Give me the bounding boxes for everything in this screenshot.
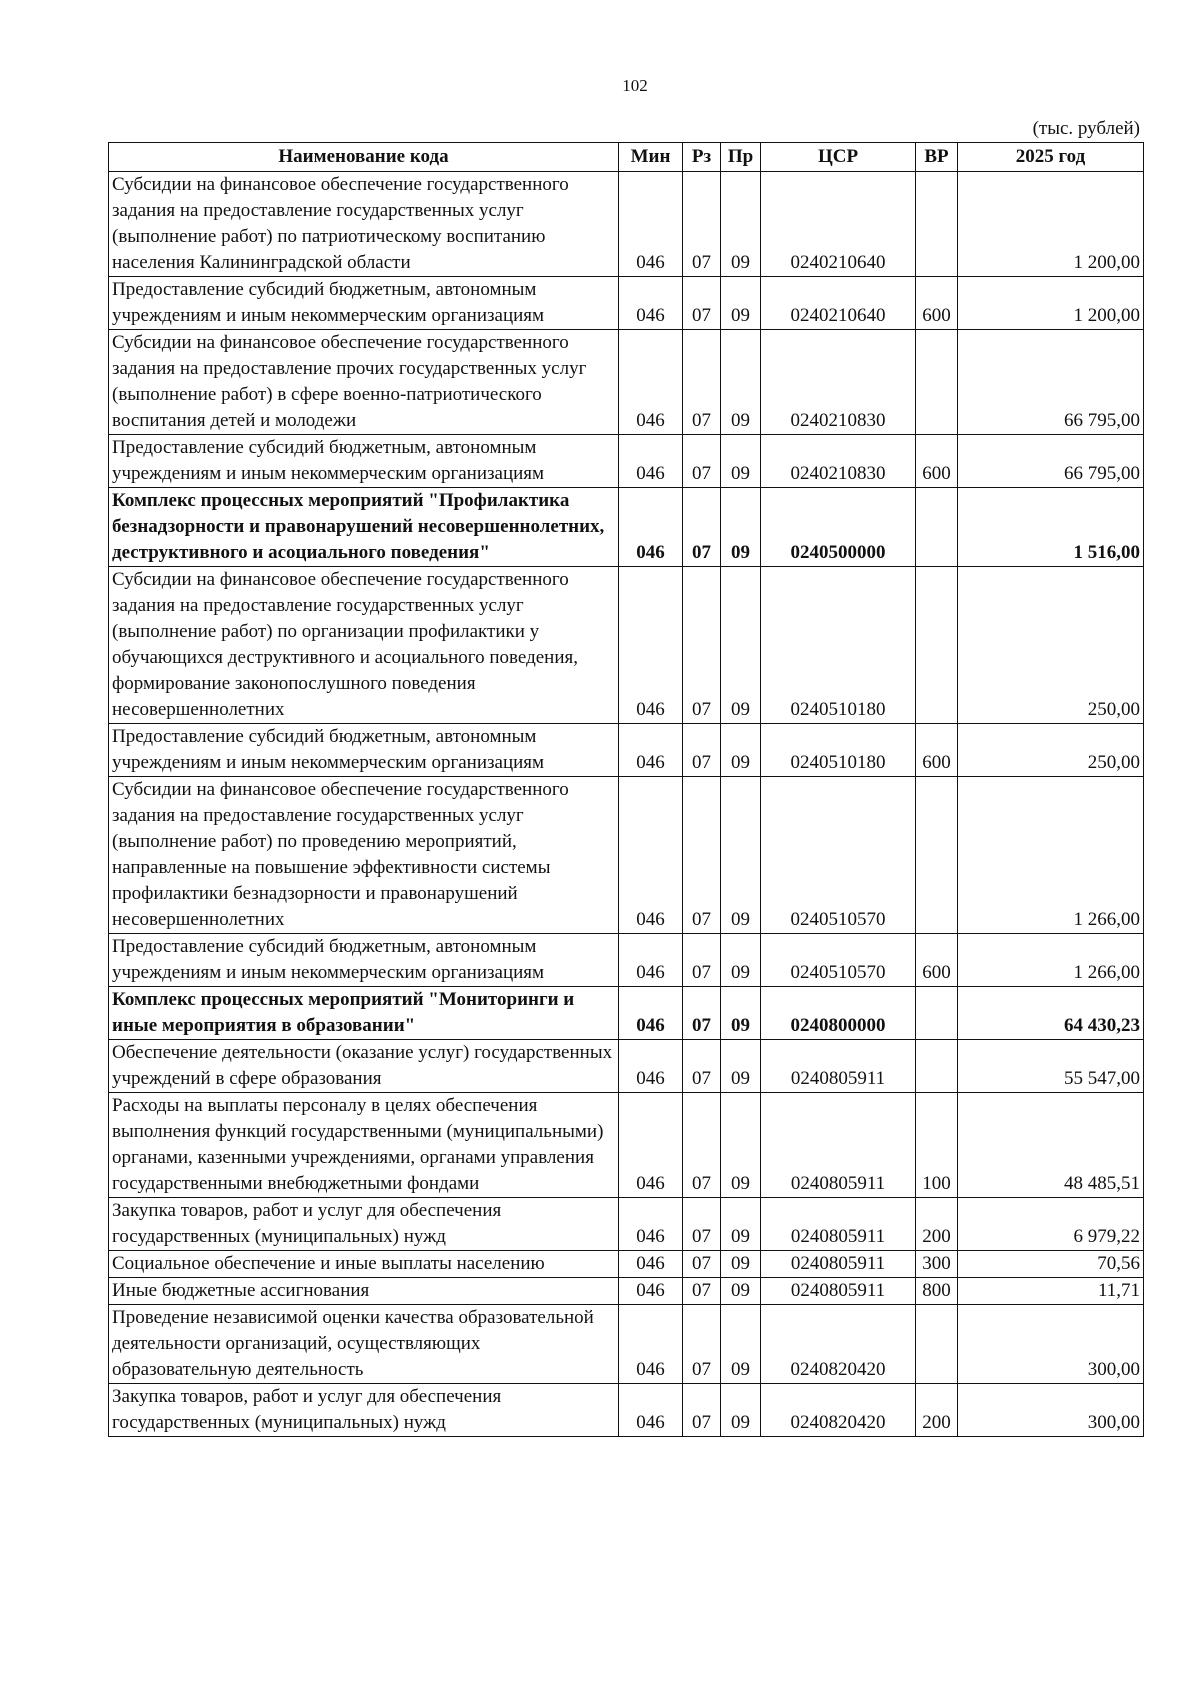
row-csr-cell: 0240805911 bbox=[761, 1198, 916, 1251]
row-min-cell: 046 bbox=[619, 1251, 683, 1278]
row-pr-cell: 09 bbox=[721, 1384, 761, 1437]
table-row bbox=[109, 777, 1144, 934]
row-csr-cell: 0240805911 bbox=[761, 1040, 916, 1093]
row-vr-cell: 200 bbox=[916, 1384, 958, 1437]
row-amount-cell: 11,71 bbox=[958, 1278, 1144, 1305]
row-min-cell: 046 bbox=[619, 567, 683, 724]
row-csr-cell: 0240500000 bbox=[761, 488, 916, 567]
row-vr-cell: 100 bbox=[916, 1093, 958, 1198]
row-amount-cell: 1 200,00 bbox=[958, 172, 1144, 277]
row-amount-cell: 1 266,00 bbox=[958, 934, 1144, 987]
column-header-min: Мин bbox=[619, 143, 683, 172]
row-rz-cell: 07 bbox=[683, 1251, 721, 1278]
row-name-cell: Субсидии на финансовое обеспечение государственного задания на предоставление государственных услуг (выполнение работ) по патриотическому воспитанию населения Калининградской области bbox=[109, 172, 619, 277]
row-min-cell: 046 bbox=[619, 987, 683, 1040]
row-rz-cell: 07 bbox=[683, 172, 721, 277]
row-amount-cell: 64 430,23 bbox=[958, 987, 1144, 1040]
row-min-cell: 046 bbox=[619, 724, 683, 777]
row-vr-cell bbox=[916, 1040, 958, 1093]
row-csr-cell: 0240820420 bbox=[761, 1305, 916, 1384]
row-csr-cell: 0240805911 bbox=[761, 1251, 916, 1278]
row-rz-cell: 07 bbox=[683, 1384, 721, 1437]
row-rz-cell: 07 bbox=[683, 934, 721, 987]
row-pr-cell: 09 bbox=[721, 567, 761, 724]
row-vr-cell bbox=[916, 1305, 958, 1384]
row-pr-cell: 09 bbox=[721, 1305, 761, 1384]
row-min-cell: 046 bbox=[619, 777, 683, 934]
table-row bbox=[109, 934, 1144, 987]
row-csr-cell: 0240210830 bbox=[761, 435, 916, 488]
row-amount-cell: 55 547,00 bbox=[958, 1040, 1144, 1093]
row-name-cell: Комплекс процессных мероприятий "Профилактика безнадзорности и правонарушений несовершеннолетних, деструктивного и асоциального поведения" bbox=[109, 488, 619, 567]
row-min-cell: 046 bbox=[619, 330, 683, 435]
row-rz-cell: 07 bbox=[683, 1305, 721, 1384]
table-row bbox=[109, 172, 1144, 277]
table-row bbox=[109, 1093, 1144, 1198]
table-row bbox=[109, 1198, 1144, 1251]
page-number: 102 bbox=[622, 76, 648, 95]
row-min-cell: 046 bbox=[619, 1305, 683, 1384]
row-pr-cell: 09 bbox=[721, 1198, 761, 1251]
column-header-year: 2025 год bbox=[958, 143, 1144, 172]
row-min-cell: 046 bbox=[619, 934, 683, 987]
row-min-cell: 046 bbox=[619, 1040, 683, 1093]
row-name-cell: Комплекс процессных мероприятий "Мониторинги и иные мероприятия в образовании" bbox=[109, 987, 619, 1040]
table-row bbox=[109, 330, 1144, 435]
budget-table bbox=[108, 142, 1144, 1437]
row-name-cell: Субсидии на финансовое обеспечение государственного задания на предоставление государственных услуг (выполнение работ) по организации профилактики у обучающихся деструктивного и асоциального поведения, формирование законопослушного поведения несовершеннолетних bbox=[109, 567, 619, 724]
row-min-cell: 046 bbox=[619, 277, 683, 330]
row-rz-cell: 07 bbox=[683, 724, 721, 777]
row-vr-cell: 800 bbox=[916, 1278, 958, 1305]
row-min-cell: 046 bbox=[619, 1198, 683, 1251]
row-amount-cell: 66 795,00 bbox=[958, 330, 1144, 435]
row-vr-cell: 600 bbox=[916, 724, 958, 777]
row-name-cell: Субсидии на финансовое обеспечение государственного задания на предоставление государственных услуг (выполнение работ) по проведению мероприятий, направленные на повышение эффективности системы профилактики безнадзорности и правонарушений несовершеннолетних bbox=[109, 777, 619, 934]
row-csr-cell: 0240805911 bbox=[761, 1278, 916, 1305]
table-row bbox=[109, 1384, 1144, 1437]
row-name-cell: Предоставление субсидий бюджетным, автономным учреждениям и иным некоммерческим организациям bbox=[109, 934, 619, 987]
row-vr-cell: 300 bbox=[916, 1251, 958, 1278]
row-name-cell: Предоставление субсидий бюджетным, автономным учреждениям и иным некоммерческим организациям bbox=[109, 724, 619, 777]
row-pr-cell: 09 bbox=[721, 1278, 761, 1305]
row-pr-cell: 09 bbox=[721, 1251, 761, 1278]
row-name-cell: Субсидии на финансовое обеспечение государственного задания на предоставление прочих государственных услуг (выполнение работ) в сфере военно-патриотического воспитания детей и молодежи bbox=[109, 330, 619, 435]
row-vr-cell bbox=[916, 987, 958, 1040]
table-body bbox=[109, 172, 1144, 1437]
row-amount-cell: 300,00 bbox=[958, 1305, 1144, 1384]
row-rz-cell: 07 bbox=[683, 1198, 721, 1251]
row-pr-cell: 09 bbox=[721, 1093, 761, 1198]
row-rz-cell: 07 bbox=[683, 1040, 721, 1093]
table-row bbox=[109, 724, 1144, 777]
row-name-cell: Иные бюджетные ассигнования bbox=[109, 1278, 619, 1305]
row-csr-cell: 0240510570 bbox=[761, 934, 916, 987]
row-rz-cell: 07 bbox=[683, 987, 721, 1040]
row-min-cell: 046 bbox=[619, 172, 683, 277]
table-row bbox=[109, 987, 1144, 1040]
row-name-cell: Предоставление субсидий бюджетным, автономным учреждениям и иным некоммерческим организациям bbox=[109, 277, 619, 330]
column-header-name: Наименование кода bbox=[109, 143, 619, 172]
row-pr-cell: 09 bbox=[721, 435, 761, 488]
row-rz-cell: 07 bbox=[683, 1093, 721, 1198]
table-row bbox=[109, 1305, 1144, 1384]
row-amount-cell: 1 266,00 bbox=[958, 777, 1144, 934]
row-amount-cell: 300,00 bbox=[958, 1384, 1144, 1437]
row-csr-cell: 0240820420 bbox=[761, 1384, 916, 1437]
table-header-row bbox=[109, 143, 1144, 172]
row-name-cell: Закупка товаров, работ и услуг для обеспечения государственных (муниципальных) нужд bbox=[109, 1198, 619, 1251]
row-vr-cell bbox=[916, 567, 958, 724]
row-min-cell: 046 bbox=[619, 1093, 683, 1198]
row-pr-cell: 09 bbox=[721, 777, 761, 934]
row-pr-cell: 09 bbox=[721, 277, 761, 330]
row-amount-cell: 250,00 bbox=[958, 724, 1144, 777]
table-row bbox=[109, 488, 1144, 567]
row-amount-cell: 66 795,00 bbox=[958, 435, 1144, 488]
row-csr-cell: 0240805911 bbox=[761, 1093, 916, 1198]
row-rz-cell: 07 bbox=[683, 567, 721, 724]
row-name-cell: Закупка товаров, работ и услуг для обеспечения государственных (муниципальных) нужд bbox=[109, 1384, 619, 1437]
row-amount-cell: 6 979,22 bbox=[958, 1198, 1144, 1251]
row-rz-cell: 07 bbox=[683, 1278, 721, 1305]
row-csr-cell: 0240510570 bbox=[761, 777, 916, 934]
table-row bbox=[109, 1278, 1144, 1305]
row-pr-cell: 09 bbox=[721, 330, 761, 435]
row-min-cell: 046 bbox=[619, 1384, 683, 1437]
row-name-cell: Социальное обеспечение и иные выплаты населению bbox=[109, 1251, 619, 1278]
row-pr-cell: 09 bbox=[721, 987, 761, 1040]
row-amount-cell: 70,56 bbox=[958, 1251, 1144, 1278]
column-header-csr: ЦСР bbox=[761, 143, 916, 172]
row-amount-cell: 1 516,00 bbox=[958, 488, 1144, 567]
row-pr-cell: 09 bbox=[721, 724, 761, 777]
unit-note: (тыс. рублей) bbox=[1032, 118, 1140, 139]
row-csr-cell: 0240210830 bbox=[761, 330, 916, 435]
row-csr-cell: 0240210640 bbox=[761, 277, 916, 330]
row-csr-cell: 0240510180 bbox=[761, 724, 916, 777]
row-name-cell: Обеспечение деятельности (оказание услуг) государственных учреждений в сфере образования bbox=[109, 1040, 619, 1093]
row-rz-cell: 07 bbox=[683, 277, 721, 330]
row-name-cell: Предоставление субсидий бюджетным, автономным учреждениям и иным некоммерческим организациям bbox=[109, 435, 619, 488]
row-vr-cell bbox=[916, 330, 958, 435]
row-name-cell: Проведение независимой оценки качества образовательной деятельности организаций, осуществляющих образовательную деятельность bbox=[109, 1305, 619, 1384]
row-min-cell: 046 bbox=[619, 488, 683, 567]
row-vr-cell: 600 bbox=[916, 934, 958, 987]
row-min-cell: 046 bbox=[619, 435, 683, 488]
table-row bbox=[109, 567, 1144, 724]
row-csr-cell: 0240510180 bbox=[761, 567, 916, 724]
row-vr-cell bbox=[916, 172, 958, 277]
row-name-cell: Расходы на выплаты персоналу в целях обеспечения выполнения функций государственными (муниципальными) органами, казенными учреждениями, органами управления государственными внебюджетными фондами bbox=[109, 1093, 619, 1198]
table-row bbox=[109, 435, 1144, 488]
row-csr-cell: 0240800000 bbox=[761, 987, 916, 1040]
row-pr-cell: 09 bbox=[721, 172, 761, 277]
column-header-rz: Рз bbox=[683, 143, 721, 172]
row-vr-cell: 600 bbox=[916, 277, 958, 330]
column-header-vr: ВР bbox=[916, 143, 958, 172]
table-row bbox=[109, 1040, 1144, 1093]
row-rz-cell: 07 bbox=[683, 777, 721, 934]
row-vr-cell: 600 bbox=[916, 435, 958, 488]
table-row bbox=[109, 277, 1144, 330]
row-vr-cell bbox=[916, 488, 958, 567]
row-amount-cell: 250,00 bbox=[958, 567, 1144, 724]
row-csr-cell: 0240210640 bbox=[761, 172, 916, 277]
table-row bbox=[109, 1251, 1144, 1278]
row-vr-cell: 200 bbox=[916, 1198, 958, 1251]
row-rz-cell: 07 bbox=[683, 488, 721, 567]
row-pr-cell: 09 bbox=[721, 488, 761, 567]
row-rz-cell: 07 bbox=[683, 435, 721, 488]
row-rz-cell: 07 bbox=[683, 330, 721, 435]
row-amount-cell: 48 485,51 bbox=[958, 1093, 1144, 1198]
row-min-cell: 046 bbox=[619, 1278, 683, 1305]
row-pr-cell: 09 bbox=[721, 1040, 761, 1093]
row-vr-cell bbox=[916, 777, 958, 934]
row-pr-cell: 09 bbox=[721, 934, 761, 987]
column-header-pr: Пр bbox=[721, 143, 761, 172]
row-amount-cell: 1 200,00 bbox=[958, 277, 1144, 330]
